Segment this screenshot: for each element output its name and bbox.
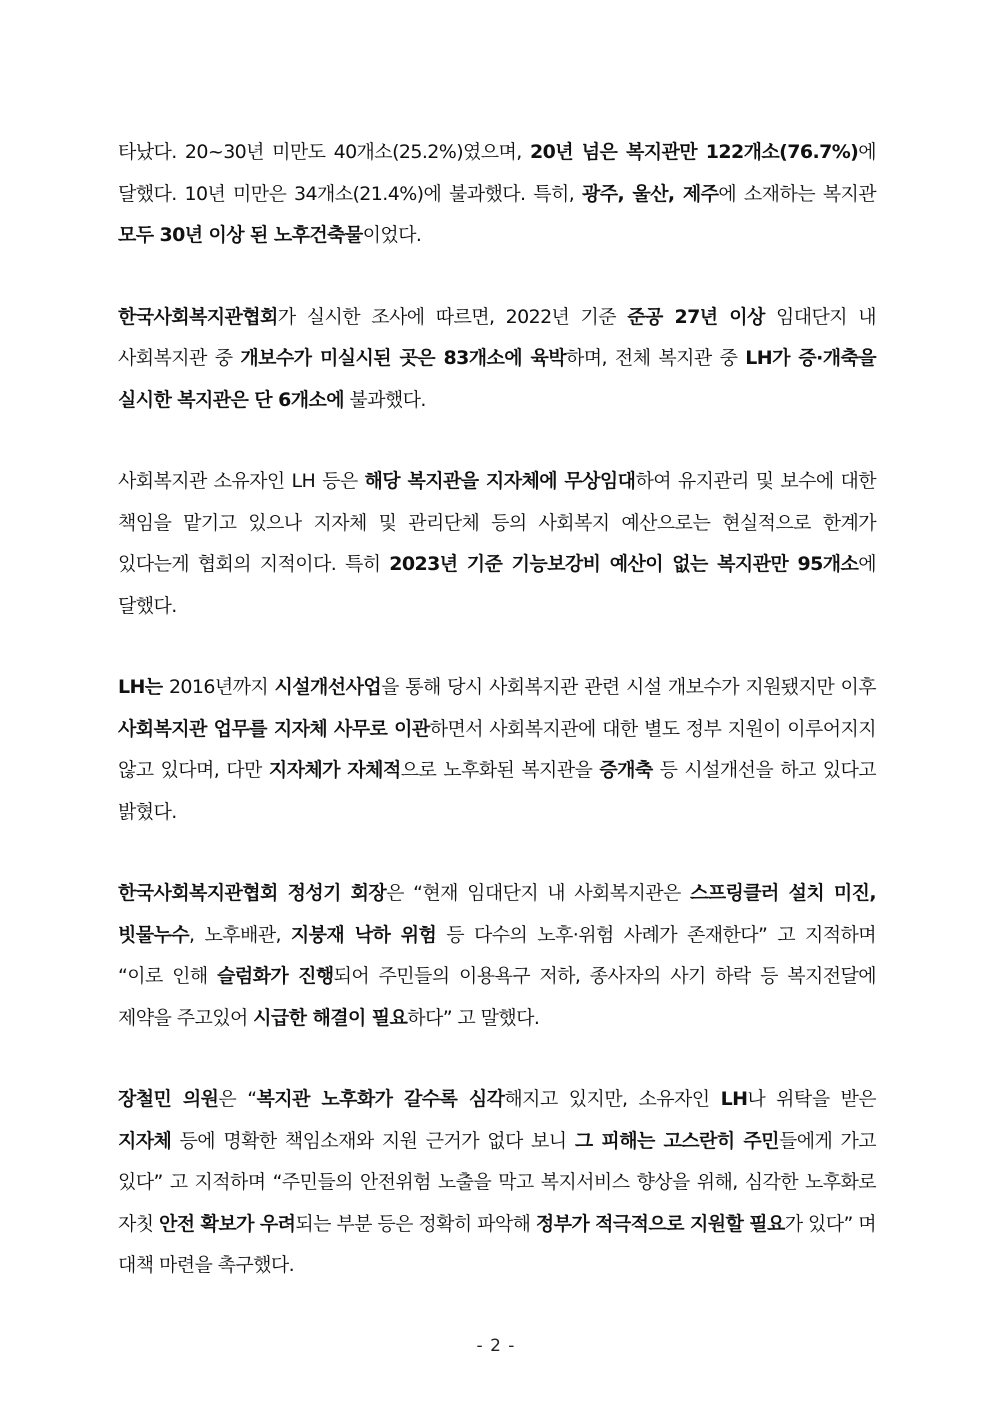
text-run: 하여 유지관리 및 보수에 대한 책임을 맡기고 있으나 지자체 및 관리단체 등의 사회복지 예산으로는 현실적으로 한계가 있다는게 협회의 지적이다. 특히 bbox=[118, 470, 877, 575]
bold-text-run: 광주, 울산, 제주 bbox=[581, 182, 719, 205]
text-run: 되어 주민들의 이용욕구 저하, 종사자의 사기 하락 등 복지전달에 제약을 주고있어 bbox=[118, 965, 877, 1029]
text-run: 등 다수의 노후·위험 사례가 존재한다” 고 지적하며 “이로 인해 bbox=[118, 923, 876, 987]
bold-text-run: 2023년 기준 기능보강비 예산이 없는 복지관만 95개소 bbox=[389, 553, 859, 575]
bold-text-run: 슬럼화가 진행 bbox=[217, 965, 334, 987]
text-run: 들에게 가고 있다” 고 지적하며 “주민들의 안전위험 노출을 막고 복지서비스 향상을 위해, 심각한 노후화로 자칫 bbox=[118, 1129, 876, 1235]
text-run: , 노후배관, bbox=[189, 923, 291, 946]
bold-text-run: 증개축 bbox=[599, 759, 653, 781]
text-run: 하며, 전체 복지관 중 bbox=[566, 347, 746, 369]
paragraph-1 bbox=[118, 132, 876, 257]
bold-text-run: 지자체 bbox=[118, 1129, 172, 1152]
bold-text-run: 시설개선사업 bbox=[274, 676, 382, 698]
bold-text-run: 20년 넘은 복지관만 122개소(76.7%) bbox=[529, 141, 859, 163]
bold-text-run: 개보수가 미실시된 곳은 83개소에 육박 bbox=[240, 347, 567, 369]
text-run: 을 통해 당시 사회복지관 관련 시설 개보수가 지원됐지만 이후 bbox=[381, 676, 876, 698]
text-run: 임대단지 내 사회복지관 중 bbox=[118, 305, 876, 369]
bold-text-run: LH bbox=[720, 1088, 748, 1110]
bold-text-run: LH는 bbox=[118, 676, 163, 698]
paragraph-6 bbox=[118, 1079, 876, 1287]
bold-text-run: 준공 27년 이상 bbox=[627, 305, 765, 328]
text-run: 하면서 사회복지관에 대한 별도 정부 지원이 이루어지지 않고 있다며, 다만 bbox=[118, 717, 877, 781]
bold-text-run: 정부가 적극적으로 지원할 필요 bbox=[535, 1212, 785, 1235]
document-body bbox=[118, 132, 876, 1327]
bold-text-run: 모두 30년 이상 된 노후건축물 bbox=[118, 224, 363, 246]
text-run: 등 시설개선을 하고 있다고 밝혔다. bbox=[118, 759, 876, 823]
bold-text-run: 시급한 해결이 필요 bbox=[253, 1006, 408, 1029]
text-run: 불과했다. bbox=[343, 388, 426, 411]
paragraph-2 bbox=[118, 297, 876, 422]
bold-text-run: 한국사회복지관협회 정성기 회장 bbox=[118, 882, 387, 904]
bold-text-run: 사회복지관 업무를 지자체 사무로 이관 bbox=[118, 717, 430, 740]
text-run: 나 위탁을 받은 bbox=[747, 1088, 877, 1110]
text-run: 으로 노후화된 복지관을 bbox=[400, 759, 600, 781]
paragraph-4 bbox=[118, 667, 876, 833]
text-run: 하다” 고 말했다. bbox=[407, 1006, 540, 1029]
bold-text-run: LH가 증·개축을 실시한 복지관은 단 6개소에 bbox=[118, 347, 877, 411]
text-run: 타났다. 20~30년 미만도 40개소(25.2%)였으며, bbox=[118, 141, 530, 163]
bold-text-run: 그 피해는 고스란히 주민 bbox=[574, 1129, 779, 1152]
paragraph-3 bbox=[118, 461, 876, 627]
bold-text-run: 장철민 의원 bbox=[118, 1088, 219, 1110]
text-run: 가 실시한 조사에 따르면, 2022년 기준 bbox=[277, 305, 628, 328]
bold-text-run: 복지관 노후화가 갈수록 심각 bbox=[256, 1088, 505, 1110]
bold-text-run: 안전 확보가 우려 bbox=[159, 1212, 296, 1235]
text-run: 2016년까지 bbox=[162, 676, 275, 698]
bold-text-run: 지자체가 자체적 bbox=[268, 759, 401, 781]
text-run: 은 “ bbox=[218, 1088, 257, 1110]
bold-text-run: 스프링클러 설치 미진, 빗물누수 bbox=[118, 882, 876, 946]
text-run: 가 있다” 며 대책 마련을 촉구했다. bbox=[118, 1212, 877, 1276]
text-run: 에 달했다. bbox=[118, 553, 876, 617]
page-number: - 2 - bbox=[476, 1336, 516, 1356]
text-run: 에 소재하는 복지관 bbox=[718, 182, 876, 205]
bold-text-run: 지붕재 낙하 위험 bbox=[290, 923, 437, 946]
bold-text-run: 한국사회복지관협회 bbox=[118, 305, 278, 328]
text-run: 에 달했다. 10년 미만은 34개소(21.4%)에 불과했다. 특히, bbox=[118, 141, 877, 205]
text-run: 은 “현재 임대단지 내 사회복지관은 bbox=[386, 882, 691, 904]
text-run: 이었다. bbox=[362, 224, 422, 246]
text-run: 등에 명확한 책임소재와 지원 근거가 없다 보니 bbox=[171, 1129, 575, 1152]
text-run: 해지고 있지만, 소유자인 bbox=[504, 1088, 721, 1110]
paragraph-5 bbox=[118, 873, 876, 1039]
text-run: 되는 부분 등은 정확히 파악해 bbox=[295, 1212, 536, 1235]
text-run: 사회복지관 소유자인 LH 등은 bbox=[118, 470, 365, 492]
bold-text-run: 해당 복지관을 지자체에 무상임대 bbox=[364, 470, 636, 492]
